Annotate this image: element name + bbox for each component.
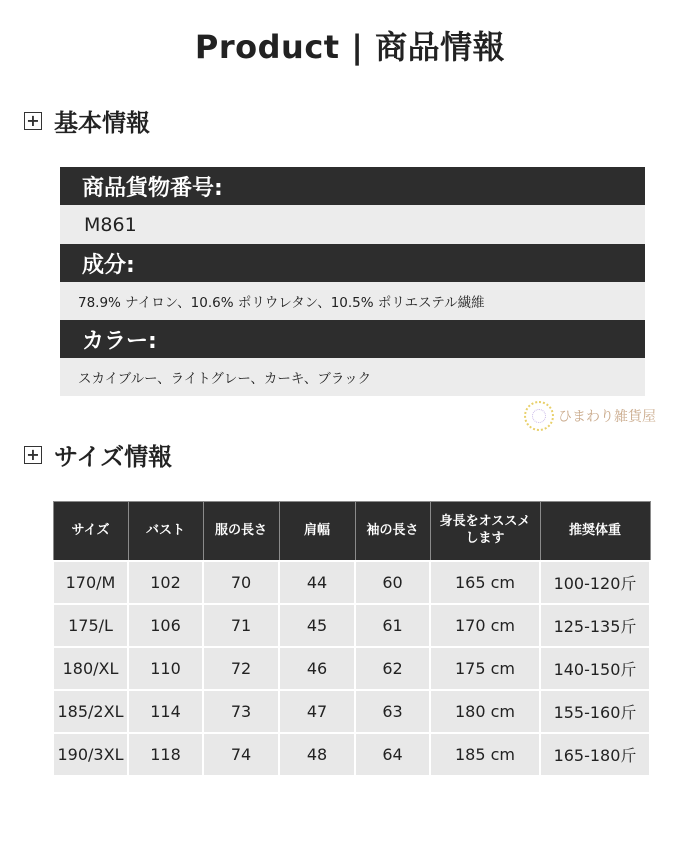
table-cell: 185 cm bbox=[430, 733, 540, 776]
size-info-header[interactable] bbox=[24, 437, 172, 472]
table-cell: 155-160斤 bbox=[540, 690, 650, 733]
table-cell: 170/M bbox=[53, 561, 128, 604]
basic-info-title: 基本情報 bbox=[54, 109, 150, 137]
table-row bbox=[53, 604, 650, 647]
table-cell: 185/2XL bbox=[53, 690, 128, 733]
table-row bbox=[53, 647, 650, 690]
table-cell: 71 bbox=[203, 604, 279, 647]
item-code-value: M861 bbox=[60, 205, 645, 244]
header-size: サイズ bbox=[53, 502, 128, 562]
color-label: カラー: bbox=[60, 320, 645, 358]
table-cell: 70 bbox=[203, 561, 279, 604]
color-value: スカイブルー、ライトグレー、カーキ、ブラック bbox=[60, 358, 645, 396]
table-cell: 61 bbox=[355, 604, 430, 647]
table-cell: 73 bbox=[203, 690, 279, 733]
watermark-text: ひまわり雑貨屋 bbox=[558, 409, 656, 425]
header-sleeve: 袖の長さ bbox=[355, 502, 430, 562]
table-cell: 106 bbox=[128, 604, 203, 647]
item-code-label: 商品貨物番号: bbox=[60, 167, 645, 205]
table-cell: 48 bbox=[279, 733, 355, 776]
basic-info-card bbox=[60, 167, 645, 396]
table-cell: 72 bbox=[203, 647, 279, 690]
plus-box-icon[interactable]: + bbox=[24, 446, 42, 464]
page-title: Product | 商品情報 bbox=[194, 28, 506, 66]
table-cell: 170 cm bbox=[430, 604, 540, 647]
watermark bbox=[524, 401, 656, 431]
table-cell: 165 cm bbox=[430, 561, 540, 604]
size-table bbox=[52, 501, 651, 777]
table-row bbox=[53, 561, 650, 604]
table-cell: 45 bbox=[279, 604, 355, 647]
table-cell: 74 bbox=[203, 733, 279, 776]
table-cell: 175/L bbox=[53, 604, 128, 647]
header-bust: バスト bbox=[128, 502, 203, 562]
table-cell: 46 bbox=[279, 647, 355, 690]
table-row bbox=[53, 690, 650, 733]
sunflower-logo-icon bbox=[524, 401, 554, 431]
basic-info-header[interactable] bbox=[24, 103, 150, 138]
table-cell: 125-135斤 bbox=[540, 604, 650, 647]
table-cell: 63 bbox=[355, 690, 430, 733]
table-cell: 100-120斤 bbox=[540, 561, 650, 604]
table-cell: 180/XL bbox=[53, 647, 128, 690]
table-cell: 180 cm bbox=[430, 690, 540, 733]
plus-box-icon[interactable]: + bbox=[24, 112, 42, 130]
size-table-header-row bbox=[53, 502, 650, 562]
table-cell: 62 bbox=[355, 647, 430, 690]
table-cell: 190/3XL bbox=[53, 733, 128, 776]
table-cell: 110 bbox=[128, 647, 203, 690]
header-shoulder: 肩幅 bbox=[279, 502, 355, 562]
table-cell: 64 bbox=[355, 733, 430, 776]
table-cell: 47 bbox=[279, 690, 355, 733]
size-info-title: サイズ情報 bbox=[54, 443, 173, 471]
table-cell: 114 bbox=[128, 690, 203, 733]
header-height: 身長をオススメします bbox=[430, 502, 540, 562]
table-cell: 44 bbox=[279, 561, 355, 604]
header-weight: 推奨体重 bbox=[540, 502, 650, 562]
material-label: 成分: bbox=[60, 244, 645, 282]
table-row bbox=[53, 733, 650, 776]
header-length: 服の長さ bbox=[203, 502, 279, 562]
table-cell: 102 bbox=[128, 561, 203, 604]
table-cell: 118 bbox=[128, 733, 203, 776]
table-cell: 165-180斤 bbox=[540, 733, 650, 776]
material-value: 78.9% ナイロン、10.6% ポリウレタン、10.5% ポリエステル繊維 bbox=[60, 282, 645, 320]
table-cell: 175 cm bbox=[430, 647, 540, 690]
table-cell: 60 bbox=[355, 561, 430, 604]
table-cell: 140-150斤 bbox=[540, 647, 650, 690]
